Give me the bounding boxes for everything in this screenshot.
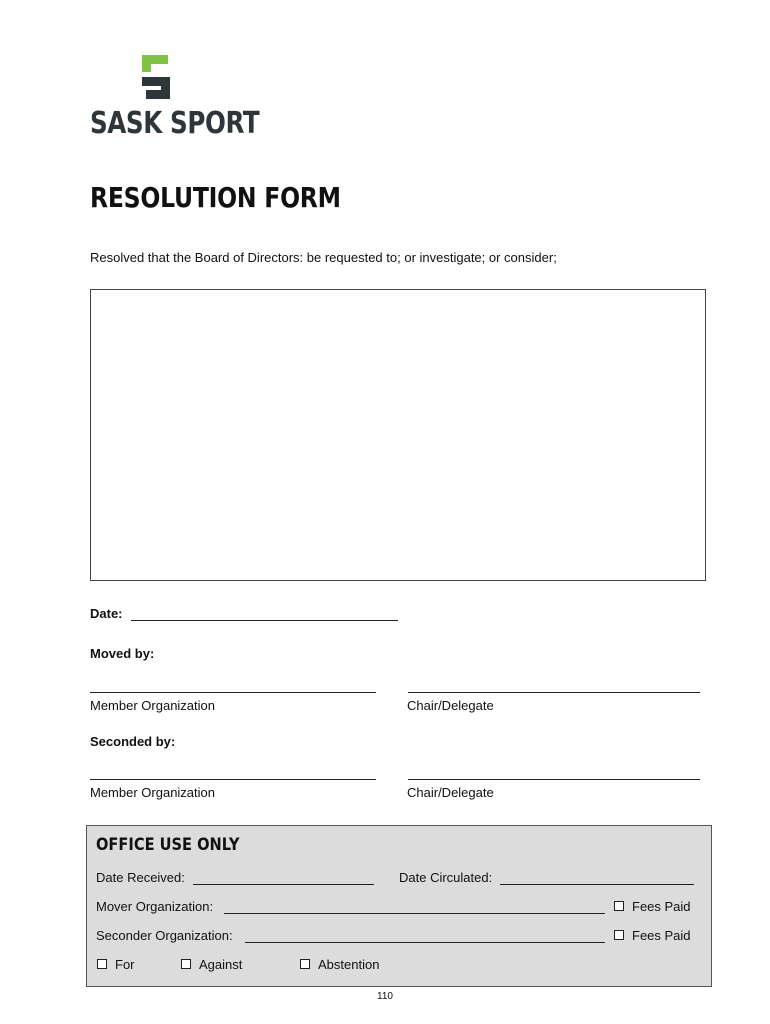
office-use-title: OFFICE USE ONLY: [96, 835, 240, 855]
form-title: RESOLUTION FORM: [90, 181, 341, 214]
resolution-text-box[interactable]: [90, 289, 706, 581]
date-received-label: Date Received:: [96, 870, 185, 885]
date-received-field[interactable]: [193, 884, 374, 885]
date-field[interactable]: [131, 620, 398, 621]
vote-against-label: Against: [199, 957, 243, 972]
seconded-by-member-org-field[interactable]: [90, 779, 376, 780]
seconded-by-label: Seconded by:: [90, 734, 176, 749]
moved-by-chair-field[interactable]: [408, 692, 700, 693]
vote-against-checkbox[interactable]: [181, 959, 191, 969]
seconded-by-chair-field[interactable]: [408, 779, 700, 780]
seconder-fees-paid-checkbox[interactable]: [614, 930, 624, 940]
sask-sport-logo-icon: [140, 55, 174, 99]
mover-org-field[interactable]: [224, 913, 605, 914]
seconder-org-field[interactable]: [245, 942, 605, 943]
vote-abstention-checkbox[interactable]: [300, 959, 310, 969]
mover-org-label: Mover Organization:: [96, 899, 214, 914]
seconder-org-label: Seconder Organization:: [96, 928, 233, 943]
vote-for-label: For: [115, 957, 135, 972]
moved-by-label: Moved by:: [90, 646, 155, 661]
seconded-by-chair-label: Chair/Delegate: [407, 785, 494, 800]
moved-by-chair-label: Chair/Delegate: [407, 698, 494, 713]
page-number: 110: [377, 991, 393, 1002]
seconded-by-member-org-label: Member Organization: [90, 785, 215, 800]
seconder-fees-paid-label: Fees Paid: [632, 928, 691, 943]
mover-fees-paid-label: Fees Paid: [632, 899, 691, 914]
date-circulated-label: Date Circulated:: [399, 870, 493, 885]
vote-for-checkbox[interactable]: [97, 959, 107, 969]
resolution-intro: Resolved that the Board of Directors: be requested to; or investigate; or consider;: [90, 250, 557, 265]
mover-fees-paid-checkbox[interactable]: [614, 901, 624, 911]
date-label: Date:: [90, 606, 123, 621]
moved-by-member-org-field[interactable]: [90, 692, 376, 693]
date-circulated-field[interactable]: [500, 884, 694, 885]
moved-by-member-org-label: Member Organization: [90, 698, 215, 713]
vote-abstention-label: Abstention: [318, 957, 380, 972]
brand-name: SASK SPORT: [90, 106, 260, 141]
